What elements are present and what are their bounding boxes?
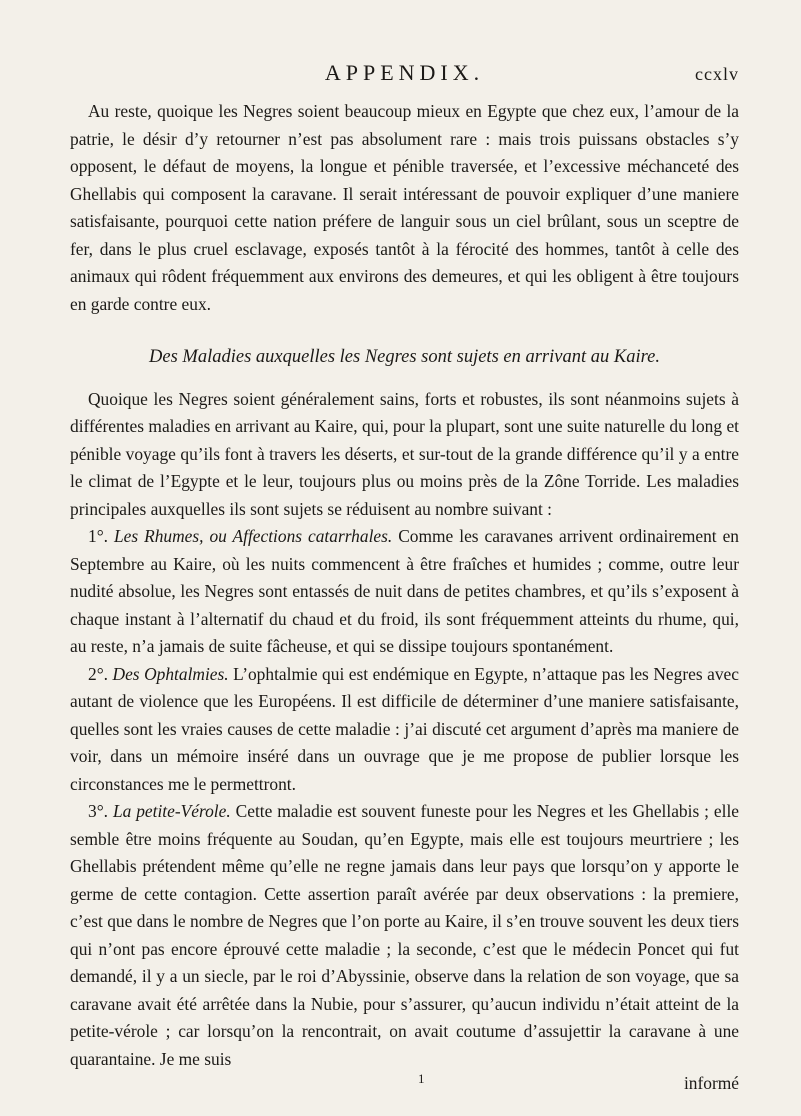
list-item-1 [70, 523, 739, 661]
running-header [70, 60, 739, 98]
item-heading: Des Ophtalmies. [112, 663, 229, 684]
section-title: Des Maladies auxquelles les Negres sont sujets en arrivant au Kaire. [149, 347, 660, 367]
paragraph-2: Quoique les Negres soient généralement sains, forts et robustes, ils sont néanmoins sujets à différentes maladies en arrivant au Kaire, qui, pour la plupart, sont une suite naturelle du long et pénible voyage qu’ils font à travers les déserts, et sur-tout de la grande différence qu’il y a entre le climat de l’Egypte et le leur, toujours plus ou moins près de la Zône Torride. Les maladies principales auxquelles ils sont sujets se réduisent au nombre suivant : [70, 388, 739, 519]
list-item-3 [70, 798, 739, 1073]
catchword: informé [683, 1073, 739, 1093]
page-footer [70, 1073, 739, 1101]
running-title: APPENDIX. [324, 60, 485, 85]
item-number: 2°. [88, 663, 108, 684]
paragraph-1: Au reste, quoique les Negres soient beaucoup mieux en Egypte que chez eux, l’amour de la patrie, le désir d’y retourner n’est pas absolument rare : mais trois puissans obstacles s’y opposent, le défaut de moyens, la longue et pénible traversée, et l’excessive méchanceté des Ghellabis qui composent la caravane. Il serait intéressant de pouvoir expliquer d’une maniere satisfaisante, pourquoi cette nation préfere de languir sous un ciel brûlant, sous un sceptre de fer, dans le plus cruel esclavage, exposés tantôt à la férocité des hommes, tantôt à celle des animaux qui rôdent fréquemment aux environs des demeures, et qui les obligent à être toujours en garde contre eux. [70, 101, 739, 314]
item-text: Comme les caravanes arrivent ordinairement en Septembre au Kaire, où les nuits commencent à être fraîches et humides ; comme, outre leur nudité absolue, les Negres sont entassés de nuit dans de petites chambres, et qu’ils s’exposent à chaque instant à l’alternatif du chaud et du froid, ils sont fréquemment atteints du rhume, qui, au reste, n’a jamais de suite fâcheuse, et qui se dissipe toujours spontanément. [70, 526, 739, 656]
item-text: Cette maladie est souvent funeste pour les Negres et les Ghellabis ; elle semble être moins fréquente au Soudan, qu’en Egypte, mais elle est toujours meurtriere ; les Ghellabis prétendent même qu’elle ne regne jamais dans leur pays que lorsqu’on y apporte le germe de cette contagion. Cette assertion paraît avérée par deux observations : la premiere, c’est que dans le nombre de Negres que l’on porte au Kaire, il s’en trouve souvent les deux tiers qui n’ont pas encore éprouvé cette maladie ; la seconde, c’est que le médecin Poncet qui fut demandé, il y a un siecle, par le roi d’Abyssinie, observe dans la relation de son voyage, que sa caravane avait été arrêtée dans la Nubie, pour s’assurer, qu’aucun individu n’était atteint de la petite-vérole ; car lorsqu’on la rencontrait, on avait coutume d’assujettir la caravane à une quarantaine. Je me suis [70, 801, 740, 1069]
page-number: ccxlv [695, 64, 739, 84]
item-number: 3°. [88, 801, 108, 821]
body-text [70, 98, 739, 1073]
item-text: L’ophtalmie qui est endémique en Egypte, n’attaque pas les Negres avec autant de violence que les Européens. Il est difficile de déterminer d’une maniere satisfaisante, quelles sont les vraies causes de cette maladie : j’ai discuté cet argument d’après ma maniere de voir, dans un mémoire inséré dans un ouvrage que je me propose de publier lorsque les circonstances me le permettront. [70, 663, 739, 794]
list-item-2 [70, 661, 739, 799]
signature-mark: 1 [418, 1071, 425, 1086]
item-number: 1°. [88, 526, 108, 546]
item-heading: La petite-Vérole. [112, 801, 231, 821]
item-heading: Les Rhumes, ou Affections catarrhales. [113, 526, 393, 546]
